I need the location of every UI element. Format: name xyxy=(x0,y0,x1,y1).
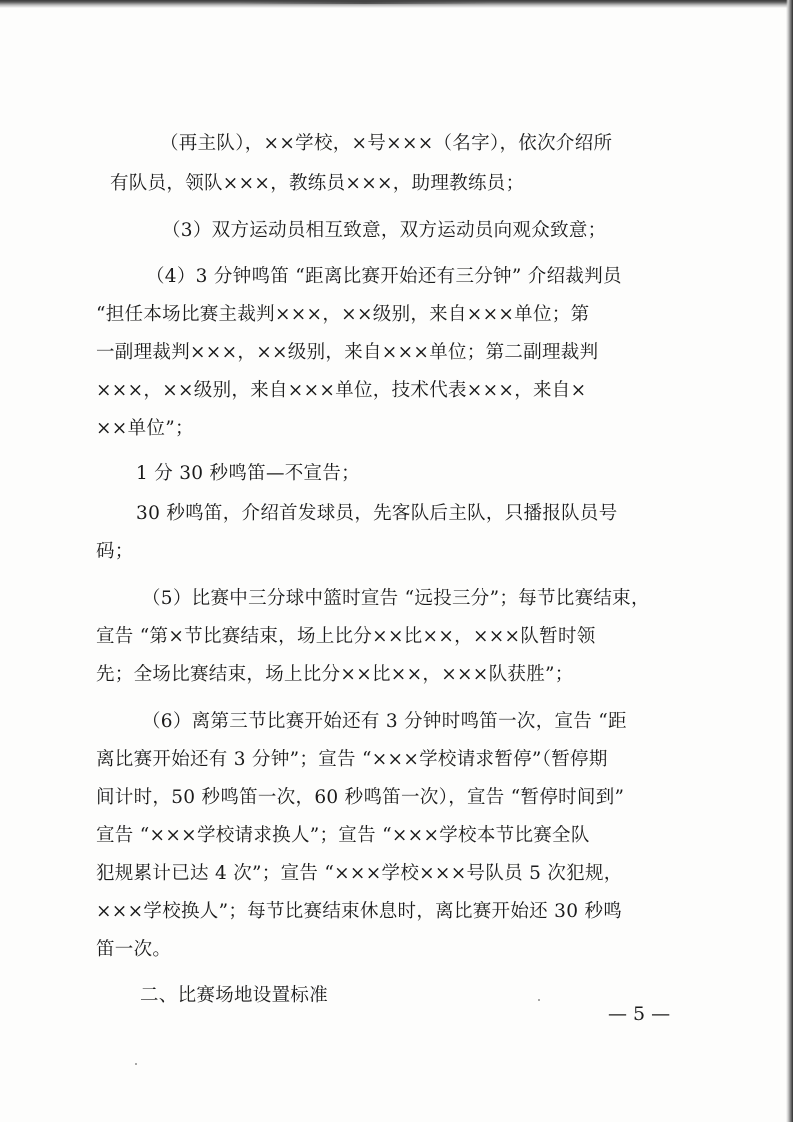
text-line: 犯规累计已达 4 次”；宣告 “×××学校×××号队员 5 次犯规， xyxy=(96,863,623,884)
text-line: ××单位”； xyxy=(96,418,194,439)
text-line: （5）比赛中三分球中篮时宣告 “远投三分”；每节比赛结束， xyxy=(142,588,650,609)
text-line: 30 秒鸣笛，介绍首发球员，先客队后主队，只播报队员号 xyxy=(136,503,618,524)
text-line: 离比赛开始还有 3 分钟”；宣告 “×××学校请求暂停”（暂停期 xyxy=(96,749,608,770)
scan-mark xyxy=(240,1,490,4)
text-line: （3）双方运动员相互致意，双方运动员向观众致意； xyxy=(162,220,607,241)
text-line: （再主队），××学校，×号×××（名字），依次介绍所 xyxy=(160,133,613,154)
text-line: （4）3 分钟鸣笛 “距离比赛开始还有三分钟” 介绍裁判员 xyxy=(146,266,622,287)
text-line: 笛一次。 xyxy=(96,939,172,960)
text-line: 宣告 “×××学校请求换人”；宣告 “×××学校本节比赛全队 xyxy=(96,825,590,846)
text-line: 码； xyxy=(96,541,134,562)
text-line: ×××学校换人”；每节比赛结束休息时，离比赛开始还 30 秒鸣 xyxy=(96,901,623,922)
scan-speck xyxy=(538,999,540,1001)
section-heading: 二、比赛场地设置标准 xyxy=(140,985,329,1006)
page-number: — 5 — xyxy=(608,1003,671,1025)
text-line: 间计时，50 秒鸣笛一次，60 秒鸣笛一次），宣告 “暂停时间到” xyxy=(96,787,625,808)
scan-edge-right xyxy=(786,0,793,1122)
text-line: “担任本场比赛主裁判×××，××级别，来自×××单位；第 xyxy=(96,304,590,325)
text-line: ×××，××级别，来自×××单位，技术代表×××，来自× xyxy=(96,380,587,401)
text-line: 先；全场比赛结束，场上比分××比××，×××队获胜”； xyxy=(96,664,574,685)
text-line: 一副理裁判×××，××级别，来自×××单位；第二副理裁判 xyxy=(96,342,599,363)
text-line: （6）离第三节比赛开始还有 3 分钟时鸣笛一次，宣告 “距 xyxy=(142,711,627,732)
text-line: 宣告 “第×节比赛结束，场上比分××比××，×××队暂时领 xyxy=(96,626,596,647)
scan-speck xyxy=(135,1063,137,1065)
text-line: 有队员，领队×××，教练员×××，助理教练员； xyxy=(110,173,525,194)
text-line: 1 分 30 秒鸣笛—不宣告； xyxy=(136,463,360,484)
